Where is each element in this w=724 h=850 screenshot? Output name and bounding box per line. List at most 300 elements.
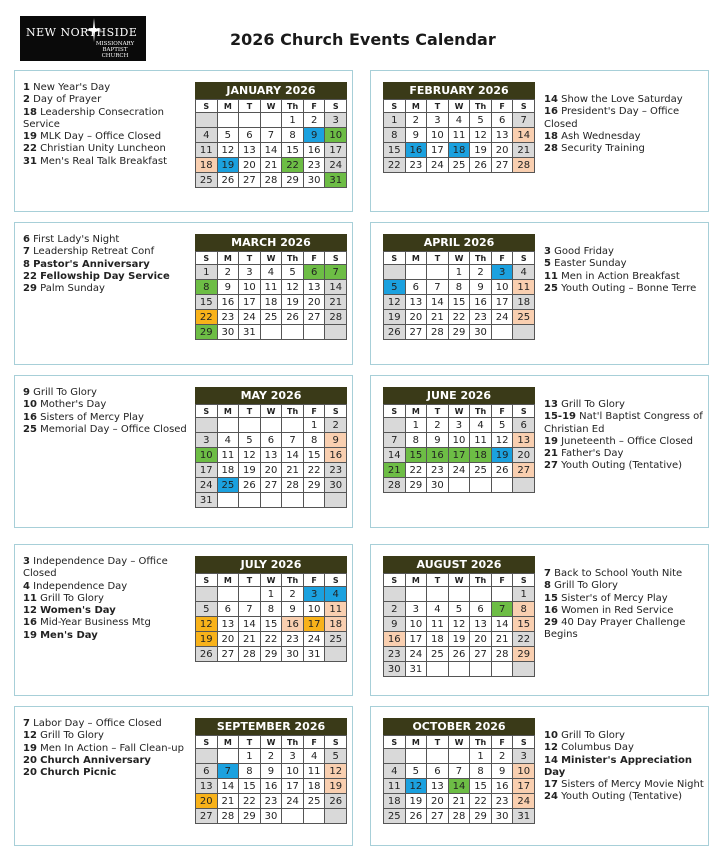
calendar-day: 25 bbox=[513, 310, 535, 325]
calendar-day: 18 bbox=[513, 295, 535, 310]
month-title: MAY 2026 bbox=[195, 387, 347, 404]
calendar-day: 5 bbox=[196, 602, 218, 617]
calendar-day: 20 bbox=[218, 632, 240, 647]
calendar-day: 17 bbox=[196, 463, 218, 478]
event-date: 7 bbox=[544, 568, 551, 579]
calendar-day: 2 bbox=[427, 418, 449, 433]
calendar-day: 12 bbox=[470, 128, 492, 143]
weekday-header: M bbox=[218, 574, 240, 587]
event-item bbox=[544, 131, 706, 143]
calendar-day: 10 bbox=[427, 128, 449, 143]
calendar-day: 7 bbox=[427, 280, 449, 295]
weekday-header: M bbox=[218, 736, 240, 749]
calendar-day: 3 bbox=[449, 418, 471, 433]
event-item bbox=[544, 143, 706, 155]
calendar-empty-cell bbox=[261, 113, 283, 128]
calendar-empty-cell bbox=[304, 809, 326, 824]
calendar-day: 10 bbox=[239, 280, 261, 295]
calendar-day: 23 bbox=[427, 463, 449, 478]
event-text: Sisters of Mercy Play bbox=[40, 411, 144, 423]
weekday-header: S bbox=[384, 574, 406, 587]
calendar-day: 19 bbox=[384, 310, 406, 325]
weekday-header: T bbox=[427, 574, 449, 587]
calendar-day: 30 bbox=[261, 809, 283, 824]
event-date: 5 bbox=[544, 258, 551, 270]
calendar-day: 28 bbox=[427, 325, 449, 340]
events-list bbox=[544, 246, 706, 295]
calendar-day: 17 bbox=[325, 143, 347, 158]
calendar-day: 13 bbox=[513, 433, 535, 448]
event-text: Fellowship Day Service bbox=[40, 270, 170, 282]
event-text: Leadership Retreat Conf bbox=[33, 246, 155, 258]
month-panel bbox=[14, 70, 353, 212]
event-date: 16 bbox=[23, 617, 37, 629]
event-text: Men In Action – Fall Clean-up bbox=[40, 742, 184, 754]
calendar-empty-cell bbox=[427, 749, 449, 764]
logo-subtitle: MISSIONARY BAPTIST CHURCH bbox=[95, 41, 135, 59]
calendar-day: 2 bbox=[218, 265, 240, 280]
calendar-day: 10 bbox=[513, 764, 535, 779]
weekday-header: S bbox=[384, 100, 406, 113]
calendar-day: 2 bbox=[492, 749, 514, 764]
calendar-day: 4 bbox=[325, 587, 347, 602]
calendar-day: 28 bbox=[513, 158, 535, 173]
calendar-day: 28 bbox=[449, 809, 471, 824]
calendar-day: 24 bbox=[304, 632, 326, 647]
calendar-day: 22 bbox=[304, 463, 326, 478]
calendar-day: 15 bbox=[384, 143, 406, 158]
calendar-day: 6 bbox=[218, 602, 240, 617]
calendar-day: 18 bbox=[384, 794, 406, 809]
event-item bbox=[23, 581, 189, 593]
calendar-day: 7 bbox=[282, 433, 304, 448]
event-item bbox=[23, 593, 189, 605]
weekday-header: F bbox=[304, 574, 326, 587]
calendar-day: 4 bbox=[513, 265, 535, 280]
calendar-day: 21 bbox=[449, 794, 471, 809]
event-date: 19 bbox=[23, 742, 37, 754]
events-list bbox=[23, 387, 189, 436]
month-calendar bbox=[383, 718, 535, 824]
weekday-header: Th bbox=[470, 736, 492, 749]
calendar-day: 17 bbox=[513, 779, 535, 794]
calendar-day: 18 bbox=[261, 295, 283, 310]
event-date: 1 bbox=[23, 82, 30, 93]
calendar-day: 31 bbox=[513, 809, 535, 824]
calendar-day: 8 bbox=[282, 128, 304, 143]
event-date: 15 bbox=[544, 592, 558, 604]
calendar-day: 13 bbox=[427, 779, 449, 794]
event-text: Day of Prayer bbox=[33, 94, 102, 106]
calendar-day: 27 bbox=[196, 809, 218, 824]
events-list bbox=[544, 399, 706, 473]
weekday-header: S bbox=[325, 736, 347, 749]
event-text: Leadership Consecration Service bbox=[23, 106, 164, 130]
calendar-day: 5 bbox=[449, 602, 471, 617]
month-title: JANUARY 2026 bbox=[195, 82, 347, 99]
calendar-day: 16 bbox=[261, 779, 283, 794]
calendar-day: 27 bbox=[406, 325, 428, 340]
event-text: Youth Outing – Bonne Terre bbox=[561, 282, 697, 294]
calendar-day: 30 bbox=[492, 809, 514, 824]
event-date: 25 bbox=[23, 423, 37, 435]
calendar-empty-cell bbox=[239, 493, 261, 508]
calendar-day: 17 bbox=[406, 632, 428, 647]
event-text: Grill To Glory bbox=[561, 730, 625, 741]
calendar-day: 8 bbox=[304, 433, 326, 448]
event-item bbox=[23, 730, 189, 742]
event-item bbox=[23, 131, 189, 143]
calendar-day: 23 bbox=[282, 632, 304, 647]
church-logo bbox=[20, 16, 146, 61]
month-title: OCTOBER 2026 bbox=[383, 718, 535, 735]
calendar-day: 16 bbox=[406, 143, 428, 158]
event-item bbox=[544, 448, 706, 460]
event-date: 28 bbox=[544, 143, 558, 155]
event-item bbox=[23, 718, 189, 730]
events-list bbox=[23, 556, 189, 642]
calendar-day: 25 bbox=[218, 478, 240, 493]
calendar-day: 10 bbox=[304, 602, 326, 617]
weekday-header: S bbox=[513, 252, 535, 265]
event-text: Youth Outing (Tentative) bbox=[561, 791, 683, 803]
calendar-day: 1 bbox=[239, 749, 261, 764]
calendar-day: 3 bbox=[196, 433, 218, 448]
calendar-empty-cell bbox=[492, 325, 514, 340]
calendar-day: 20 bbox=[261, 463, 283, 478]
weekday-header: F bbox=[492, 100, 514, 113]
calendar-day: 18 bbox=[218, 463, 240, 478]
calendar-day: 10 bbox=[282, 764, 304, 779]
event-date: 14 bbox=[544, 94, 558, 105]
event-date: 17 bbox=[544, 779, 558, 791]
calendar-day: 23 bbox=[261, 794, 283, 809]
calendar-empty-cell bbox=[470, 587, 492, 602]
calendar-day: 21 bbox=[218, 794, 240, 809]
calendar-day: 4 bbox=[470, 418, 492, 433]
event-date: 21 bbox=[544, 448, 558, 460]
calendar-grid bbox=[383, 735, 535, 824]
calendar-day: 19 bbox=[449, 632, 471, 647]
calendar-day: 11 bbox=[384, 779, 406, 794]
calendar-empty-cell bbox=[384, 265, 406, 280]
calendar-empty-cell bbox=[492, 662, 514, 677]
event-item bbox=[23, 605, 189, 617]
event-text: Grill To Glory bbox=[561, 399, 625, 410]
calendar-day: 27 bbox=[261, 478, 283, 493]
calendar-day: 12 bbox=[449, 617, 471, 632]
weekday-header: W bbox=[261, 736, 283, 749]
calendar-empty-cell bbox=[239, 418, 261, 433]
event-date: 20 bbox=[23, 767, 37, 779]
event-item bbox=[23, 94, 189, 106]
calendar-day: 26 bbox=[492, 463, 514, 478]
calendar-day: 28 bbox=[261, 173, 283, 188]
weekday-header: M bbox=[406, 252, 428, 265]
event-text: Women in Red Service bbox=[561, 604, 674, 616]
calendar-day: 19 bbox=[239, 463, 261, 478]
event-text: Church Picnic bbox=[40, 767, 117, 779]
calendar-empty-cell bbox=[406, 587, 428, 602]
calendar-empty-cell bbox=[218, 587, 240, 602]
calendar-day: 7 bbox=[218, 764, 240, 779]
calendar-day: 2 bbox=[282, 587, 304, 602]
weekday-header: S bbox=[196, 736, 218, 749]
event-date: 22 bbox=[23, 143, 37, 155]
calendar-empty-cell bbox=[406, 749, 428, 764]
event-item bbox=[544, 271, 706, 283]
calendar-day: 5 bbox=[492, 418, 514, 433]
calendar-day: 23 bbox=[304, 158, 326, 173]
event-text: Sisters of Mercy Movie Night bbox=[561, 779, 704, 791]
calendar-day: 14 bbox=[449, 779, 471, 794]
calendar-day: 6 bbox=[196, 764, 218, 779]
month-title: APRIL 2026 bbox=[383, 234, 535, 251]
month-calendar bbox=[195, 234, 347, 340]
event-date: 7 bbox=[23, 246, 30, 258]
calendar-day: 28 bbox=[492, 647, 514, 662]
calendar-day: 4 bbox=[384, 764, 406, 779]
calendar-empty-cell bbox=[325, 325, 347, 340]
weekday-header: M bbox=[218, 405, 240, 418]
calendar-day: 28 bbox=[218, 809, 240, 824]
event-text: Back to School Youth Nite bbox=[554, 568, 683, 579]
weekday-header: T bbox=[239, 252, 261, 265]
event-item bbox=[23, 399, 189, 411]
month-calendar bbox=[195, 82, 347, 188]
event-date: 16 bbox=[23, 411, 37, 423]
calendar-day: 26 bbox=[239, 478, 261, 493]
calendar-day: 7 bbox=[492, 602, 514, 617]
event-date: 18 bbox=[544, 130, 558, 142]
calendar-day: 3 bbox=[427, 113, 449, 128]
calendar-empty-cell bbox=[196, 113, 218, 128]
calendar-day: 27 bbox=[218, 647, 240, 662]
event-item bbox=[544, 411, 706, 436]
event-date: 19 bbox=[544, 435, 558, 447]
event-text: Columbus Day bbox=[561, 742, 634, 754]
event-item bbox=[23, 156, 189, 168]
calendar-day: 16 bbox=[304, 143, 326, 158]
event-text: 40 Day Prayer Challenge Begins bbox=[544, 617, 686, 641]
calendar-day: 29 bbox=[449, 325, 471, 340]
event-item bbox=[23, 246, 189, 258]
calendar-day: 11 bbox=[196, 143, 218, 158]
event-text: Show the Love Saturday bbox=[561, 94, 683, 105]
calendar-day: 19 bbox=[406, 794, 428, 809]
event-item bbox=[544, 460, 706, 472]
calendar-day: 6 bbox=[513, 418, 535, 433]
event-date: 4 bbox=[23, 580, 30, 592]
calendar-day: 2 bbox=[261, 749, 283, 764]
calendar-day: 23 bbox=[406, 158, 428, 173]
calendar-empty-cell bbox=[282, 325, 304, 340]
weekday-header: Th bbox=[282, 574, 304, 587]
calendar-day: 13 bbox=[218, 617, 240, 632]
month-calendar bbox=[195, 718, 347, 824]
event-item bbox=[23, 755, 189, 767]
calendar-day: 3 bbox=[239, 265, 261, 280]
weekday-header: S bbox=[196, 252, 218, 265]
weekday-header: S bbox=[196, 574, 218, 587]
weekday-header: S bbox=[196, 100, 218, 113]
weekday-header: Th bbox=[470, 405, 492, 418]
month-panel bbox=[370, 375, 709, 528]
event-text: Nat'l Baptist Congress of Christian Ed bbox=[544, 411, 703, 435]
calendar-day: 6 bbox=[261, 433, 283, 448]
calendar-day: 12 bbox=[325, 764, 347, 779]
calendar-day: 9 bbox=[427, 433, 449, 448]
calendar-day: 28 bbox=[384, 478, 406, 493]
month-calendar bbox=[195, 556, 347, 662]
calendar-day: 10 bbox=[449, 433, 471, 448]
calendar-day: 5 bbox=[384, 280, 406, 295]
calendar-day: 11 bbox=[218, 448, 240, 463]
calendar-day: 31 bbox=[406, 662, 428, 677]
calendar-day: 13 bbox=[239, 143, 261, 158]
calendar-day: 8 bbox=[513, 602, 535, 617]
events-list bbox=[544, 730, 706, 804]
calendar-day: 11 bbox=[449, 128, 471, 143]
calendar-day: 14 bbox=[325, 280, 347, 295]
event-text: Christian Unity Luncheon bbox=[40, 143, 166, 155]
calendar-empty-cell bbox=[384, 749, 406, 764]
calendar-day: 1 bbox=[282, 113, 304, 128]
weekday-header: W bbox=[449, 574, 471, 587]
calendar-empty-cell bbox=[427, 265, 449, 280]
event-item bbox=[544, 568, 706, 580]
calendar-day: 27 bbox=[492, 158, 514, 173]
weekday-header: S bbox=[384, 405, 406, 418]
calendar-day: 20 bbox=[513, 448, 535, 463]
event-text: Men's Day bbox=[40, 629, 98, 641]
event-text: Easter Sunday bbox=[554, 258, 627, 270]
event-item bbox=[544, 791, 706, 803]
weekday-header: T bbox=[427, 736, 449, 749]
calendar-day: 27 bbox=[427, 809, 449, 824]
event-date: 6 bbox=[23, 234, 30, 245]
calendar-grid bbox=[195, 735, 347, 824]
calendar-day: 29 bbox=[470, 809, 492, 824]
calendar-day: 8 bbox=[261, 602, 283, 617]
weekday-header: M bbox=[406, 405, 428, 418]
calendar-day: 8 bbox=[449, 280, 471, 295]
calendar-empty-cell bbox=[261, 418, 283, 433]
calendar-empty-cell bbox=[304, 493, 326, 508]
calendar-empty-cell bbox=[282, 418, 304, 433]
event-text: Grill To Glory bbox=[40, 730, 104, 742]
calendar-empty-cell bbox=[239, 587, 261, 602]
calendar-day: 24 bbox=[406, 647, 428, 662]
event-text: Grill To Glory bbox=[554, 580, 618, 592]
calendar-day: 4 bbox=[261, 265, 283, 280]
event-item bbox=[544, 283, 706, 295]
weekday-header: S bbox=[325, 574, 347, 587]
calendar-day: 21 bbox=[239, 632, 261, 647]
calendar-day: 30 bbox=[218, 325, 240, 340]
weekday-header: Th bbox=[282, 100, 304, 113]
calendar-day: 19 bbox=[282, 295, 304, 310]
calendar-day: 15 bbox=[196, 295, 218, 310]
calendar-day: 21 bbox=[282, 463, 304, 478]
calendar-empty-cell bbox=[261, 325, 283, 340]
calendar-day: 1 bbox=[304, 418, 326, 433]
calendar-day: 16 bbox=[427, 448, 449, 463]
calendar-day: 24 bbox=[449, 463, 471, 478]
event-item bbox=[23, 271, 189, 283]
calendar-day: 22 bbox=[513, 632, 535, 647]
calendar-day: 9 bbox=[406, 128, 428, 143]
calendar-day: 18 bbox=[470, 448, 492, 463]
weekday-header: F bbox=[304, 100, 326, 113]
calendar-day: 1 bbox=[513, 587, 535, 602]
month-panel bbox=[370, 70, 709, 212]
calendar-grid bbox=[195, 99, 347, 188]
event-item bbox=[544, 399, 706, 411]
event-date: 8 bbox=[23, 258, 30, 270]
weekday-header: T bbox=[239, 100, 261, 113]
calendar-empty-cell bbox=[427, 662, 449, 677]
event-text: Men in Action Breakfast bbox=[561, 270, 680, 282]
calendar-day: 10 bbox=[325, 128, 347, 143]
weekday-header: W bbox=[261, 405, 283, 418]
weekday-header: S bbox=[513, 574, 535, 587]
calendar-day: 9 bbox=[492, 764, 514, 779]
weekday-header: W bbox=[449, 252, 471, 265]
event-text: Memorial Day – Office Closed bbox=[40, 423, 187, 435]
calendar-day: 23 bbox=[384, 647, 406, 662]
month-title: JULY 2026 bbox=[195, 556, 347, 573]
event-date: 31 bbox=[23, 155, 37, 167]
calendar-day: 30 bbox=[325, 478, 347, 493]
event-date: 12 bbox=[544, 742, 558, 754]
event-date: 16 bbox=[544, 106, 558, 118]
calendar-day: 6 bbox=[427, 764, 449, 779]
calendar-day: 28 bbox=[239, 647, 261, 662]
calendar-day: 15 bbox=[406, 448, 428, 463]
calendar-grid bbox=[383, 251, 535, 340]
weekday-header: W bbox=[261, 252, 283, 265]
calendar-day: 31 bbox=[239, 325, 261, 340]
weekday-header: Th bbox=[470, 574, 492, 587]
calendar-day: 23 bbox=[492, 794, 514, 809]
calendar-empty-cell bbox=[282, 809, 304, 824]
calendar-day: 18 bbox=[325, 617, 347, 632]
calendar-empty-cell bbox=[282, 493, 304, 508]
calendar-day: 4 bbox=[449, 113, 471, 128]
events-list bbox=[544, 94, 706, 155]
calendar-day: 14 bbox=[218, 779, 240, 794]
calendar-day: 12 bbox=[196, 617, 218, 632]
calendar-day: 9 bbox=[384, 617, 406, 632]
calendar-day: 15 bbox=[470, 779, 492, 794]
calendar-day: 29 bbox=[239, 809, 261, 824]
month-title: AUGUST 2026 bbox=[383, 556, 535, 573]
event-text: Mother's Day bbox=[40, 399, 107, 411]
calendar-day: 10 bbox=[196, 448, 218, 463]
calendar-day: 5 bbox=[218, 128, 240, 143]
calendar-day: 11 bbox=[261, 280, 283, 295]
calendar-day: 31 bbox=[304, 647, 326, 662]
calendar-day: 11 bbox=[427, 617, 449, 632]
calendar-empty-cell bbox=[513, 478, 535, 493]
calendar-day: 22 bbox=[196, 310, 218, 325]
calendar-day: 20 bbox=[239, 158, 261, 173]
calendar-day: 31 bbox=[196, 493, 218, 508]
weekday-header: T bbox=[239, 736, 261, 749]
calendar-day: 23 bbox=[325, 463, 347, 478]
calendar-day: 12 bbox=[282, 280, 304, 295]
